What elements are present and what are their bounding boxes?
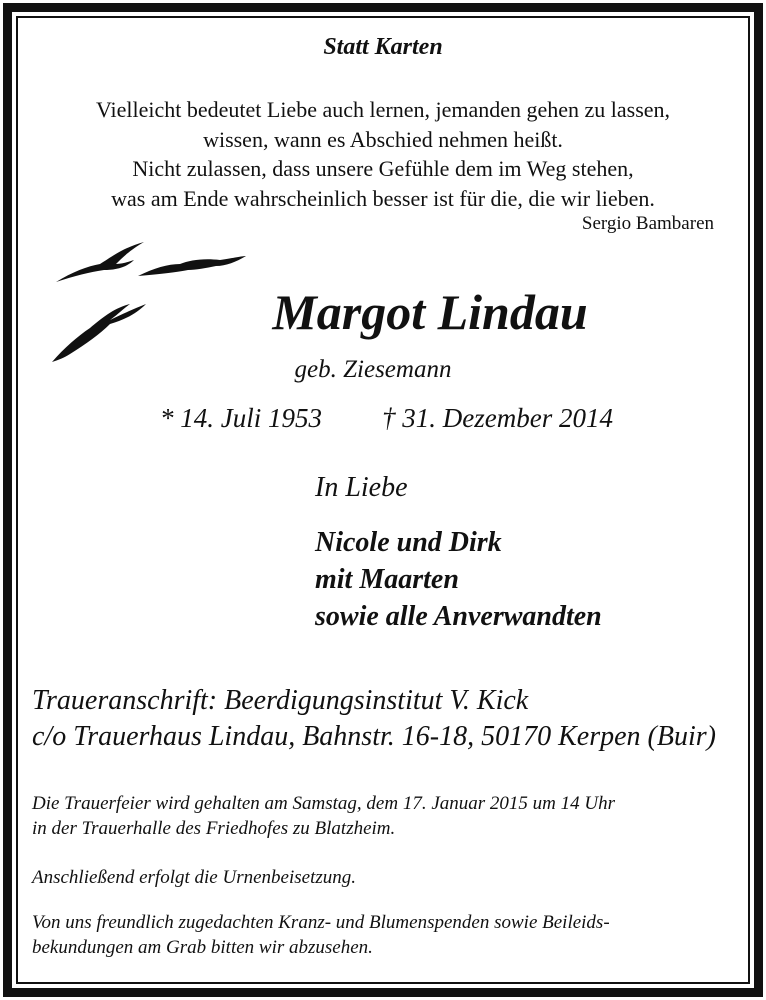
flowers-line: bekundungen am Grab bitten wir abzusehen. [32, 937, 373, 958]
service-line: in der Trauerhalle des Friedhofes zu Blatzheim. [32, 818, 396, 839]
poem-line: was am Ende wahrscheinlich besser ist für die, die wir lieben. [111, 185, 655, 211]
flowers-line: Von uns freundlich zugedachten Kranz- und Blumenspenden sowie Beileids- [32, 912, 610, 933]
bird-icon [52, 304, 146, 362]
death-date: † 31. Dezember 2014 [382, 403, 613, 433]
address-line: c/o Trauerhaus Lindau, Bahnstr. 16-18, 50170 Kerpen (Buir) [32, 721, 716, 752]
service-line: Die Trauerfeier wird gehalten am Samstag, dem 17. Januar 2015 um 14 Uhr [32, 793, 615, 814]
header-statt-karten: Statt Karten [323, 34, 443, 60]
mourner-line: mit Maarten [315, 564, 459, 595]
bird-icon [138, 256, 246, 276]
flowers-request [32, 910, 742, 960]
deceased-name: Margot Lindau [272, 284, 588, 340]
in-love-label: In Liebe [315, 472, 408, 503]
poem-author: Sergio Bambaren [581, 213, 714, 234]
funeral-service-info [32, 791, 742, 841]
address-line: Traueranschrift: Beerdigungsinstitut V. Kick [32, 685, 529, 716]
poem-line: Vielleicht bedeutet Liebe auch lernen, jemanden gehen zu lassen, [95, 97, 671, 122]
poem-line: wissen, wann es Abschied nehmen heißt. [203, 126, 563, 152]
birth-date: * 14. Juli 1953 [160, 403, 322, 433]
mourner-line: Nicole und Dirk [315, 527, 502, 558]
mourners [315, 524, 602, 635]
bird-icon [56, 242, 144, 282]
poem-line: Nicht zulassen, dass unsere Gefühle dem im Weg stehen, [132, 156, 634, 181]
urn-burial-info: Anschließend erfolgt die Urnenbeisetzung. [32, 867, 356, 888]
poem [0, 95, 766, 213]
mourner-line: sowie alle Anverwandten [315, 601, 602, 632]
birth-name: geb. Ziesemann [294, 356, 452, 383]
mourning-address [32, 683, 716, 755]
